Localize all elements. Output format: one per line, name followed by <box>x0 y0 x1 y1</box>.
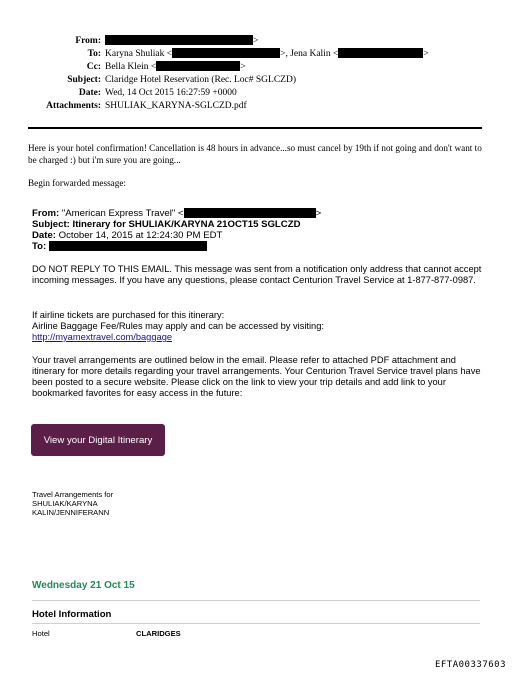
header-divider <box>28 127 482 129</box>
redaction-bar <box>49 241 207 251</box>
travel-arrangements-for: Travel Arrangements for SHULIAK/KARYNA KALIN/JENNIFERANN <box>32 490 114 518</box>
to-label: To: <box>87 49 101 59</box>
document-id: EFTA00337603 <box>434 660 506 670</box>
redaction-bar <box>105 35 253 45</box>
cc-label: Cc: <box>86 62 101 72</box>
from-label: From: <box>75 36 101 46</box>
subject-label: Subject: <box>67 75 101 85</box>
section-divider <box>32 600 480 601</box>
forward-date: Date: October 14, 2015 at 12:24:30 PM EDT <box>32 230 223 241</box>
day-heading: Wednesday 21 Oct 15 <box>32 580 135 591</box>
subject-value: Claridge Hotel Reservation (Rec. Loc# SGLCZD) <box>105 75 297 85</box>
redaction-bar <box>338 48 423 58</box>
date-label: Date: <box>78 88 101 98</box>
redaction-bar <box>184 208 316 218</box>
date-value: Wed, 14 Oct 2015 16:27:59 +0000 <box>105 88 237 98</box>
redaction-bar <box>172 48 280 58</box>
airline-info: If airline tickets are purchased for this itinerary: Airline Baggage Fee/Rules may apply and can be accessed by visiting: http://myamextravel.com/baggage <box>32 310 324 342</box>
attachments-label: Attachments: <box>46 101 101 111</box>
to-value: Karyna Shuliak < >, Jena Kalin < > <box>105 49 429 59</box>
forward-to: To: <box>32 241 207 252</box>
intro-text: Here is your hotel confirmation! Cancellation is 48 hours in advance...so must cancel by 19th if not going and don't want to be charged :) but i'm sure you are going... <box>28 143 482 165</box>
arrangements-text: Your travel arrangements are outlined below in the email. Please refer to attached PDF attachment and itinerary for more details regarding your travel arrangements. Your Centurion Travel Service travel plans have been posted to a secure website. Please click on the link to view your trip details and add link to your bookmarked favorites for easy access in the future: <box>32 355 481 398</box>
forward-from: From: "American Express Travel" < > <box>32 208 322 219</box>
forwarded-label: Begin forwarded message: <box>28 178 126 188</box>
section-divider <box>32 623 480 624</box>
cc-value: Bella Klein < > <box>105 62 246 72</box>
hotel-value: CLARIDGES <box>136 629 181 638</box>
hotel-label: Hotel <box>32 629 50 638</box>
baggage-link[interactable]: http://myamextravel.com/baggage <box>32 332 173 342</box>
hotel-information-heading: Hotel Information <box>32 609 112 620</box>
redaction-bar <box>156 61 240 71</box>
view-digital-itinerary-button[interactable]: View your Digital Itinerary <box>31 424 165 456</box>
do-not-reply-notice: DO NOT REPLY TO THIS EMAIL. This message was sent from a notification only address that cannot accept incoming messages. If you have any questions, please contact Centurion Travel Service at 1-877-877-0987. <box>32 264 482 285</box>
attachment-link[interactable]: SHULIAK_KARYNA-SGLCZD.pdf <box>105 101 247 111</box>
forward-subject: Subject: Itinerary for SHULIAK/KARYNA 21OCT15 SGLCZD <box>32 219 301 230</box>
from-value: > <box>105 35 258 47</box>
